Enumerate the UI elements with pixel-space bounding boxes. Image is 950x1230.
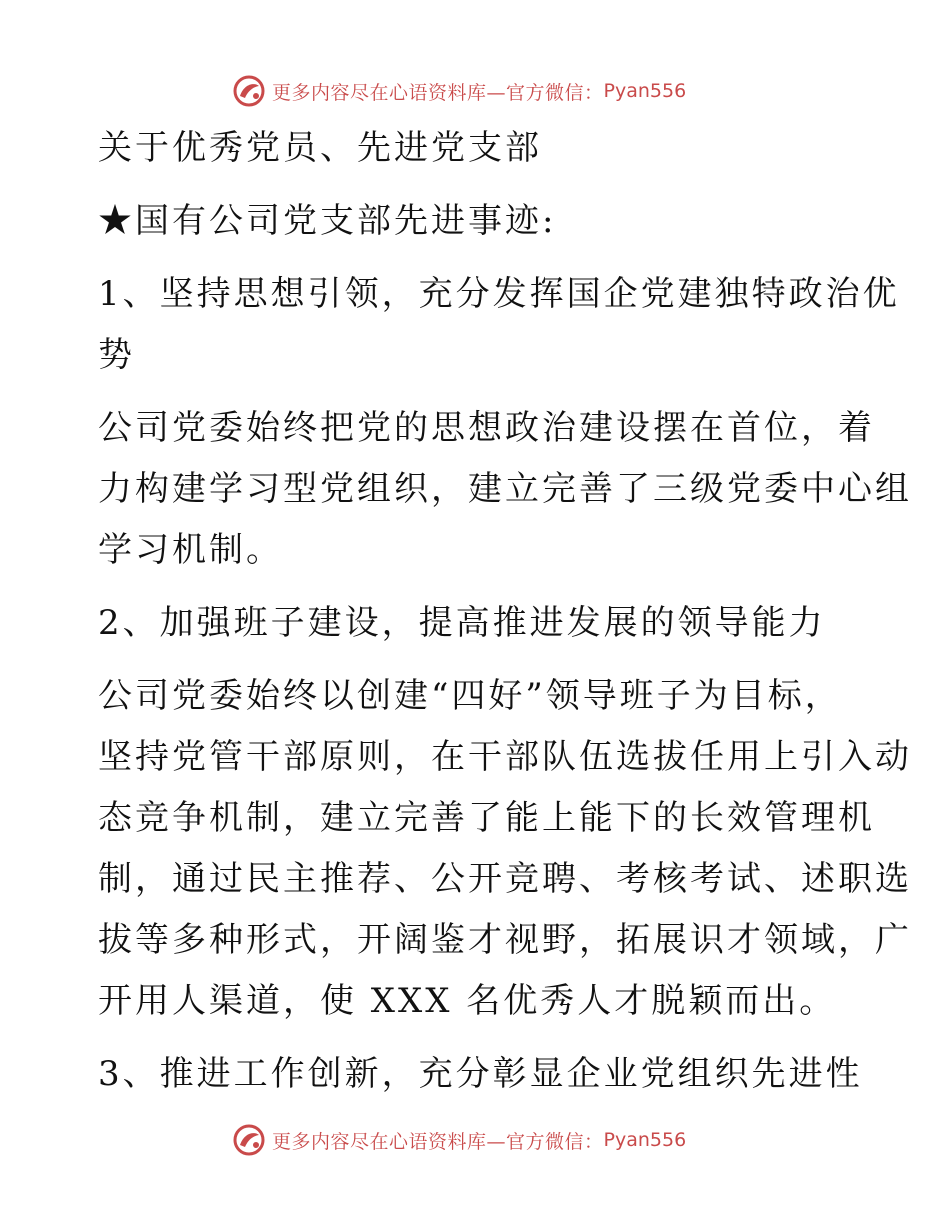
logo-icon — [232, 74, 266, 108]
paragraph-line: 力构建学习型党组织，建立完善了三级党委中心组 — [98, 469, 912, 509]
watermark-text: 更多内容尽在心语资料库—官方微信： — [272, 81, 604, 104]
heading-1 — [98, 264, 900, 386]
heading-line: 1、坚持思想引领，充分发挥国企党建独特政治优 — [98, 274, 900, 314]
paragraph-line: 学习机制。 — [98, 530, 283, 570]
watermark-contact: Pyan556 — [603, 1129, 687, 1151]
heading-3: 3、推进工作创新，充分彰显企业党组织先进性 — [98, 1054, 863, 1094]
paragraph-line: 公司党委始终把党的思想政治建设摆在首位，着 — [98, 408, 875, 448]
watermark-text: 更多内容尽在心语资料库—官方微信： — [272, 1130, 604, 1153]
paragraph-line: 开用人渠道，使 XXX 名优秀人才脱颖而出。 — [98, 981, 837, 1021]
watermark-contact: Pyan556 — [603, 80, 687, 102]
logo-icon — [232, 1123, 266, 1157]
heading-line: 势 — [98, 335, 135, 375]
heading-2: 2、加强班子建设，提高推进发展的领导能力 — [98, 603, 826, 643]
document-body — [98, 118, 912, 1105]
paragraph-line: 态竞争机制，建立完善了能上能下的长效管理机 — [98, 798, 875, 838]
paragraph-line: 坚持党管干部原则，在干部队伍选拔任用上引入动 — [98, 737, 912, 777]
paragraph-line: 制，通过民主推荐、公开竞聘、考核考试、述职选 — [98, 859, 912, 899]
paragraph-line: 拔等多种形式，开阔鉴才视野，拓展识才领域，广 — [98, 920, 912, 960]
paragraph-2 — [98, 666, 912, 1032]
section-heading: ★国有公司党支部先进事迹: — [98, 201, 557, 241]
header-watermark — [232, 71, 686, 111]
footer-watermark — [232, 1120, 686, 1160]
paragraph-line: 公司党委始终以创建“四好”领导班子为目标， — [98, 676, 842, 716]
document-title: 关于优秀党员、先进党支部 — [98, 128, 542, 168]
paragraph-1 — [98, 398, 912, 581]
